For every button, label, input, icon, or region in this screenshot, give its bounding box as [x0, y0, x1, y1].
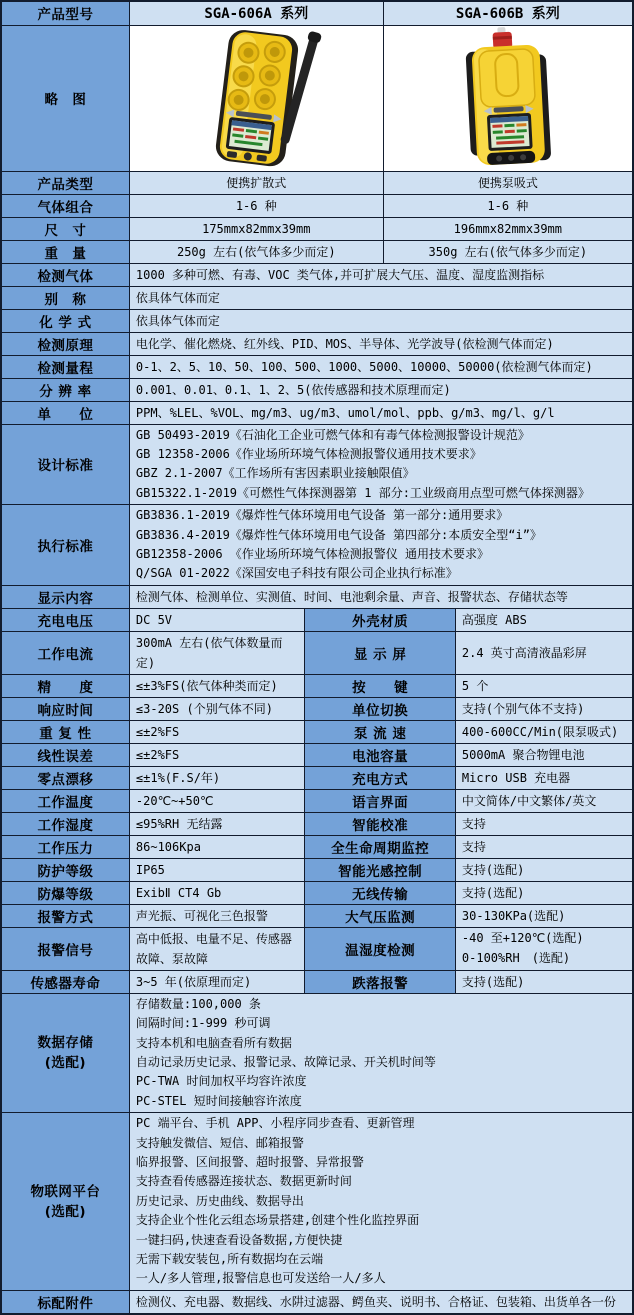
spec-label-cell: 线性误差 [1, 743, 129, 766]
spec-value: 300mA 左右(依气体数量而定) [129, 631, 305, 674]
spec-label-cell: 泵 流 速 [305, 720, 455, 743]
spec-label-cell: 传感器寿命 [1, 970, 129, 993]
spec-label-cell: 检测原理 [1, 332, 129, 355]
text-line: (选配) [44, 1054, 87, 1071]
spec-label-cell: 检测气体 [1, 263, 129, 286]
text-line: 支持本机和电脑查看所有数据 [135, 1035, 292, 1050]
spec-value [129, 424, 633, 505]
spec-value: 支持 [455, 835, 633, 858]
text-line: 物联网平台 [30, 1183, 101, 1200]
spec-value: 依具体气体而定 [129, 286, 633, 309]
spec-value: DC 5V [129, 608, 305, 631]
table-row [1, 835, 633, 858]
table-row [1, 674, 633, 697]
spec-value-a: 250g 左右(依气体多少而定) [129, 240, 383, 263]
spec-label-cell: 电池容量 [305, 743, 455, 766]
spec-value: 支持(选配) [455, 858, 633, 881]
series-a-header: SGA-606A 系列 [129, 1, 383, 25]
spec-value-a: 175mmx82mmx39mm [129, 217, 383, 240]
text-line: GB15322.1-2019《可燃性气体探测器第 1 部分:工业级商用点型可燃气体探测器》 [135, 485, 590, 500]
spec-label-cell: 分 辨 率 [1, 378, 129, 401]
spec-label-cell: 报警方式 [1, 904, 129, 927]
spec-label-cell: 工作电流 [1, 631, 129, 674]
table-row [1, 812, 633, 835]
text-line: 支持企业个性化云组态场景搭建,创建个性化监控界面 [135, 1213, 420, 1228]
spec-value: 3~5 年(依原理而定) [129, 970, 305, 993]
spec-label-cell: 语言界面 [305, 789, 455, 812]
spec-value-a: 1-6 种 [129, 194, 383, 217]
table-row [1, 263, 633, 286]
spec-label-cell: 设计标准 [1, 424, 129, 505]
spec-label-cell: 充电方式 [305, 766, 455, 789]
spec-value: 支持(选配) [455, 881, 633, 904]
table-row [1, 194, 633, 217]
spec-label-cell: 响应时间 [1, 697, 129, 720]
spec-label-cell: 智能光感控制 [305, 858, 455, 881]
spec-value [129, 505, 633, 586]
text-line: 0-100%RH (选配) [461, 950, 571, 965]
table-row [1, 970, 633, 993]
table-row [1, 332, 633, 355]
text-line: 临界报警、区间报警、超时报警、异常报警 [135, 1155, 364, 1169]
table-row [1, 401, 633, 424]
text-line: PC-TWA 时间加权平均容许浓度 [135, 1074, 307, 1089]
spec-value: 1000 多种可燃、有毒、VOC 类气体,并可扩展大气压、温度、湿度监测指标 [129, 263, 633, 286]
text-line: 存储数量:100,000 条 [135, 996, 261, 1011]
text-line: 一键扫码,快速查看设备数据,方便快捷 [135, 1232, 343, 1247]
spec-value-b: 1-6 种 [383, 194, 633, 217]
device-b-illustration [384, 26, 633, 170]
spec-value: 检测仪、充电器、数据线、水阱过滤器、鳄鱼夹、说明书、合格证、包装箱、出货单各一份 [129, 1290, 633, 1314]
table-row [1, 505, 633, 586]
text-line: 支持触发微信、短信、邮箱报警 [135, 1135, 304, 1150]
model-label-cell: 产品型号 [1, 1, 129, 25]
text-line: Q/SGA 01-2022《深国安电子科技有限公司企业执行标准》 [135, 566, 458, 581]
spec-label-cell: 无线传输 [305, 881, 455, 904]
table-row [1, 927, 633, 970]
spec-value: 检测气体、检测单位、实测值、时间、电池剩余量、声音、报警状态、存储状态等 [129, 585, 633, 608]
spec-label-cell: 显示内容 [1, 585, 129, 608]
table-row [1, 858, 633, 881]
table-row [1, 1290, 633, 1314]
table-row [1, 993, 633, 1112]
spec-value: 30-130KPa(选配) [455, 904, 633, 927]
spec-label-cell: 按 键 [305, 674, 455, 697]
table-row [1, 171, 633, 194]
table-row [1, 881, 633, 904]
spec-label-cell: 智能校准 [305, 812, 455, 835]
spec-label-cell: 别 称 [1, 286, 129, 309]
spec-value: 支持(个别气体不支持) [455, 697, 633, 720]
spec-label-cell: 化 学 式 [1, 309, 129, 332]
text-line: 数据存储 [37, 1034, 94, 1051]
spec-label-cell: 工作湿度 [1, 812, 129, 835]
text-line: 一人/多人管理,报警信息也可发送给一人/多人 [135, 1271, 386, 1286]
spec-value: IP65 [129, 858, 305, 881]
table-row [1, 355, 633, 378]
spec-value: 中文简体/中文繁体/英文 [455, 789, 633, 812]
text-line: GBZ 2.1-2007《工作场所有害因素职业接触限值》 [135, 466, 415, 481]
product-image-cell-a [129, 25, 383, 171]
text-line: GB 12358-2006《作业场所环境气体检测报警仪通用技术要求》 [135, 446, 482, 461]
spec-label-cell: 检测量程 [1, 355, 129, 378]
spec-value: 依具体气体而定 [129, 309, 633, 332]
spec-value [129, 1113, 633, 1291]
spec-value: ≤±3%FS(依气体种类而定) [129, 674, 305, 697]
spec-table-body [1, 1, 633, 1314]
table-row [1, 217, 633, 240]
spec-label-cell: 全生命周期监控 [305, 835, 455, 858]
spec-value [129, 993, 633, 1112]
spec-value-a: 便携扩散式 [129, 171, 383, 194]
spec-label-cell: 报警信号 [1, 927, 129, 970]
text-line: 无需下载安装包,所有数据均在云端 [135, 1252, 324, 1267]
spec-value: ≤95%RH 无结露 [129, 812, 305, 835]
spec-label-cell: 外壳材质 [305, 608, 455, 631]
spec-value: -20℃~+50℃ [129, 789, 305, 812]
spec-label-cell: 重 量 [1, 240, 129, 263]
spec-label-cell: 防护等级 [1, 858, 129, 881]
spec-value: Micro USB 充电器 [455, 766, 633, 789]
device-a-illustration [130, 26, 383, 170]
spec-value: 5000mA 聚合物锂电池 [455, 743, 633, 766]
spec-label-cell: 尺 寸 [1, 217, 129, 240]
table-row [1, 585, 633, 608]
table-row [1, 743, 633, 766]
spec-label-cell: 单位切换 [305, 697, 455, 720]
spec-value: ≤±1%(F.S/年) [129, 766, 305, 789]
spec-value: 支持(选配) [455, 970, 633, 993]
text-line: GB12358-2006 《作业场所环境气体检测报警仪 通用技术要求》 [135, 546, 490, 561]
table-row [1, 378, 633, 401]
spec-value: 声光振、可视化三色报警 [129, 904, 305, 927]
spec-label-cell: 工作温度 [1, 789, 129, 812]
spec-value: 高中低报、电量不足、传感器故障、泵故障 [129, 927, 305, 970]
table-row [1, 789, 633, 812]
spec-label-cell: 零点漂移 [1, 766, 129, 789]
spec-label-cell: 温湿度检测 [305, 927, 455, 970]
spec-value [455, 927, 633, 970]
spec-label-cell: 大气压监测 [305, 904, 455, 927]
spec-value-b: 196mmx82mmx39mm [383, 217, 633, 240]
text-line: GB 50493-2019《石油化工企业可燃气体和有毒气体检测报警设计规范》 [135, 427, 530, 442]
spec-value: 2.4 英寸高清液晶彩屏 [455, 631, 633, 674]
spec-value: 0.001、0.01、0.1、1、2、5(依传感器和技术原理而定) [129, 378, 633, 401]
spec-value: 86~106Kpa [129, 835, 305, 858]
spec-label-cell: 单 位 [1, 401, 129, 424]
table-row [1, 697, 633, 720]
table-row [1, 25, 633, 171]
table-row [1, 1, 633, 25]
spec-label-cell: 充电电压 [1, 608, 129, 631]
spec-value-b: 350g 左右(依气体多少而定) [383, 240, 633, 263]
spec-label-cell: 气体组合 [1, 194, 129, 217]
spec-label-cell: 跌落报警 [305, 970, 455, 993]
text-line: (选配) [44, 1203, 87, 1220]
text-line: PC 端平台、手机 APP、小程序同步查看、更新管理 [135, 1116, 415, 1131]
text-line: PC-STEL 短时间接触容许浓度 [135, 1093, 302, 1108]
spec-label-cell: 精 度 [1, 674, 129, 697]
spec-label-cell: 工作压力 [1, 835, 129, 858]
table-row [1, 608, 633, 631]
text-line: 自动记录历史记录、报警记录、故障记录、开关机时间等 [135, 1054, 436, 1069]
spec-value: ≤3-20S (个别气体不同) [129, 697, 305, 720]
spec-value: ≤±2%FS [129, 743, 305, 766]
table-row [1, 286, 633, 309]
table-row [1, 720, 633, 743]
text-line: GB3836.1-2019《爆炸性气体环境用电气设备 第一部分:通用要求》 [135, 508, 509, 523]
text-line: GB3836.4-2019《爆炸性气体环境用电气设备 第四部分:本质安全型“i”》 [135, 527, 542, 542]
text-line: 历史记录、历史曲线、数据导出 [135, 1193, 304, 1208]
spec-label-cell: 标配附件 [1, 1290, 129, 1314]
spec-label-cell [1, 993, 129, 1112]
spec-label-cell [1, 1113, 129, 1291]
spec-value: 高强度 ABS [455, 608, 633, 631]
table-row [1, 766, 633, 789]
series-b-header: SGA-606B 系列 [383, 1, 633, 25]
spec-label-cell: 防爆等级 [1, 881, 129, 904]
spec-value: ≤±2%FS [129, 720, 305, 743]
spec-value: PPM、%LEL、%VOL、mg/m3、ug/m3、umol/mol、ppb、g/m3、mg/l、g/l [129, 401, 633, 424]
table-row [1, 904, 633, 927]
sketch-label-cell: 略 图 [1, 25, 129, 171]
text-line: 支持查看传感器连接状态、数据更新时间 [135, 1174, 352, 1189]
table-row [1, 240, 633, 263]
spec-label-cell: 显 示 屏 [305, 631, 455, 674]
spec-value: ExibⅡ CT4 Gb [129, 881, 305, 904]
spec-label-cell: 产品类型 [1, 171, 129, 194]
table-row [1, 631, 633, 674]
text-line: -40 至+120℃(选配) [461, 931, 584, 946]
spec-value-b: 便携泵吸式 [383, 171, 633, 194]
table-row [1, 1113, 633, 1291]
spec-label-cell: 执行标准 [1, 505, 129, 586]
text-line: 间隔时间:1-999 秒可调 [135, 1016, 271, 1031]
table-row [1, 309, 633, 332]
spec-value: 电化学、催化燃烧、红外线、PID、MOS、半导体、光学波导(依检测气体而定) [129, 332, 633, 355]
spec-value: 支持 [455, 812, 633, 835]
spec-label-cell: 重 复 性 [1, 720, 129, 743]
spec-value: 400-600CC/Min(限泵吸式) [455, 720, 633, 743]
product-image-cell-b [383, 25, 633, 171]
spec-value: 5 个 [455, 674, 633, 697]
spec-value: 0-1、2、5、10、50、100、500、1000、5000、10000、50000(依检测气体而定) [129, 355, 633, 378]
table-row [1, 424, 633, 505]
